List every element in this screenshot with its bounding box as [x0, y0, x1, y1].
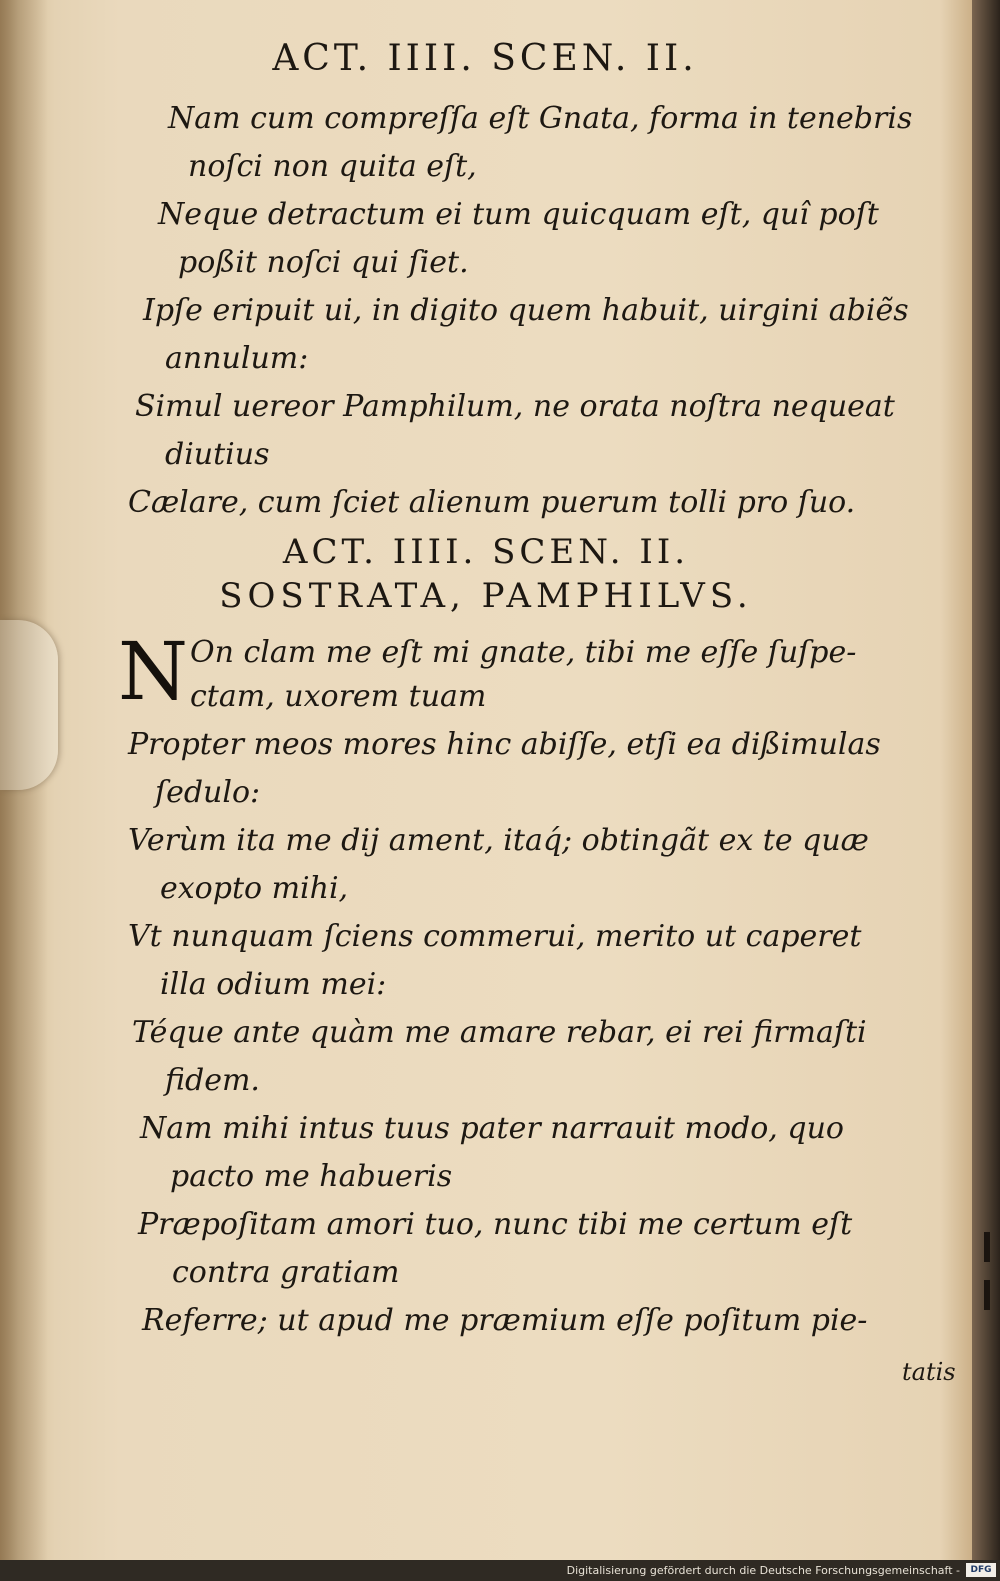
edge-mark [984, 1280, 990, 1310]
text-line: exopto mihi, [160, 871, 349, 906]
text-line: ſedulo: [155, 775, 261, 810]
text-line: Téque ante quàm me amare rebar, ei rei firmaſti [132, 1015, 867, 1050]
text-line: pacto me habueris [170, 1159, 453, 1194]
text-line: Nam cum compreſſa eſt Gnata, forma in tenebris [168, 101, 913, 136]
funding-credit: Digitalisierung gefördert durch die Deutsche Forschungsgemeinschaft - [566, 1564, 960, 1577]
text-line: Referre; ut apud me præmium eſſe poſitum pie- [142, 1303, 868, 1338]
text-line: Vt nunquam ſciens commerui, merito ut caperet [128, 919, 862, 954]
speakers-heading: SOSTRATA, PAMPHILVS. [219, 576, 753, 616]
text-line: Neque detractum ei tum quicquam eſt, quî poſt [158, 197, 879, 232]
text-line: noſci non quita eſt, [188, 149, 477, 184]
text-line: fidem. [165, 1063, 260, 1098]
dfg-logo: DFG [966, 1563, 996, 1577]
text-line: Propter meos mores hinc abiſſe, etſi ea dißimulas [128, 727, 881, 762]
text-line: poßit noſci qui ſiet. [178, 245, 469, 280]
scene-heading: ACT. IIII. SCEN. II. [282, 532, 690, 572]
text-line: Cælare, cum ſciet alienum puerum tolli pro ſuo. [128, 485, 856, 520]
running-title: ACT. IIII. SCEN. II. [272, 38, 698, 79]
text-line: tatis [902, 1358, 956, 1386]
text-line: Nam mihi intus tuus pater narrauit modo, quo [140, 1111, 844, 1146]
text-line: contra gratiam [172, 1255, 400, 1290]
text-line: annulum: [165, 341, 309, 376]
text-line: illa odium mei: [160, 967, 387, 1002]
edge-mark [984, 1232, 990, 1262]
text-line: Ipſe eripuit ui, in digito quem habuit, uirgini abiẽs [143, 293, 909, 328]
text-line: On clam me eſt mi gnate, tibi me eſſe ſuſpe- [190, 635, 857, 670]
digitization-footer [0, 1560, 1000, 1581]
facing-page-edge [972, 0, 1000, 1560]
text-line: Simul uereor Pamphilum, ne orata noſtra nequeat [135, 389, 895, 424]
text-line: Verùm ita me dij ament, itaq́; obtingãt ex te quæ [128, 823, 869, 858]
drop-cap: N [118, 625, 188, 718]
text-line: Præpoſitam amori tuo, nunc tibi me certum eſt [138, 1207, 853, 1242]
text-line: diutius [165, 437, 270, 472]
text-line: ctam, uxorem tuam [190, 679, 487, 714]
